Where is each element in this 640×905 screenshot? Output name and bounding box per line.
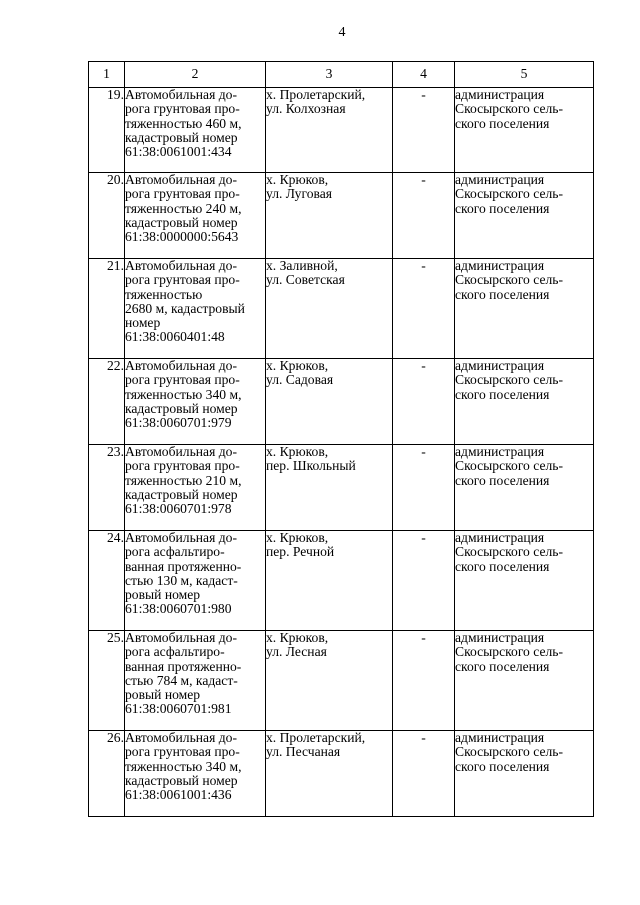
header-col-4: 4 bbox=[393, 62, 455, 88]
address-cell bbox=[266, 531, 393, 631]
owner-cell bbox=[455, 88, 594, 173]
header-row bbox=[89, 62, 594, 88]
road-description-cell bbox=[125, 731, 266, 817]
road-description-line: тяженностью bbox=[125, 286, 203, 302]
table-row bbox=[89, 173, 594, 259]
table-body bbox=[89, 88, 594, 817]
owner-line: Скосырского сель- bbox=[455, 186, 563, 202]
table-row bbox=[89, 259, 594, 359]
road-description-cell bbox=[125, 173, 266, 259]
road-description-line: ровый номер bbox=[125, 687, 201, 703]
address-line: ул. Песчаная bbox=[266, 744, 341, 760]
road-description-line: стью 130 м, кадаст- bbox=[125, 572, 238, 588]
address-line: х. Пролетарский, bbox=[266, 87, 366, 102]
owner-line: Скосырского сель- bbox=[455, 372, 563, 388]
header-col-3: 3 bbox=[266, 62, 393, 88]
address-line: х. Крюков, bbox=[266, 630, 329, 645]
header-col-2: 2 bbox=[125, 62, 266, 88]
road-description-line: стью 784 м, кадаст- bbox=[125, 672, 238, 688]
owner-line: администрация bbox=[455, 630, 545, 645]
owner-cell bbox=[455, 631, 594, 731]
table-row bbox=[89, 731, 594, 817]
road-description-cell bbox=[125, 359, 266, 445]
table-row bbox=[89, 445, 594, 531]
column-4-cell: - bbox=[393, 731, 455, 817]
address-line: х. Крюков, bbox=[266, 444, 329, 459]
address-line: пер. Речной bbox=[266, 544, 335, 560]
header-col-1: 1 bbox=[89, 62, 125, 88]
owner-line: Скосырского сель- bbox=[455, 458, 563, 474]
road-description-line: кадастровый номер bbox=[125, 772, 238, 788]
address-line: ул. Луговая bbox=[266, 186, 333, 202]
road-description-line: кадастровый номер bbox=[125, 129, 238, 145]
owner-line: ского поселения bbox=[455, 558, 550, 574]
owner-line: администрация bbox=[455, 258, 545, 273]
column-4-cell: - bbox=[393, 88, 455, 173]
row-number-cell: 22. bbox=[89, 359, 125, 445]
page-number: 4 bbox=[338, 25, 346, 40]
road-description-line: кадастровый номер bbox=[125, 400, 238, 416]
address-cell bbox=[266, 631, 393, 731]
column-4-cell: - bbox=[393, 631, 455, 731]
address-line: ул. Советская bbox=[266, 272, 345, 288]
owner-line: Скосырского сель- bbox=[455, 101, 563, 117]
road-description-cell bbox=[125, 88, 266, 173]
road-description-line: Автомобильная до- bbox=[125, 358, 237, 373]
column-4-cell: - bbox=[393, 445, 455, 531]
road-description-line: ванная протяженно- bbox=[125, 558, 242, 574]
road-description-line: номер bbox=[125, 315, 161, 331]
road-description-line: рога грунтовая про- bbox=[125, 744, 240, 760]
column-4-cell: - bbox=[393, 531, 455, 631]
address-line: ул. Лесная bbox=[266, 644, 327, 660]
row-number-cell: 21. bbox=[89, 259, 125, 359]
row-number-cell: 23. bbox=[89, 445, 125, 531]
column-4-cell: - bbox=[393, 359, 455, 445]
owner-line: администрация bbox=[455, 172, 545, 187]
road-description-line: ровый номер bbox=[125, 587, 201, 603]
address-line: х. Крюков, bbox=[266, 530, 329, 545]
road-description-line: кадастровый номер bbox=[125, 486, 238, 502]
address-line: х. Пролетарский, bbox=[266, 730, 366, 745]
road-description-line: 61:38:0060701:981 bbox=[125, 701, 232, 717]
road-description-line: рога асфальтиро- bbox=[125, 644, 225, 660]
table-row bbox=[89, 631, 594, 731]
owner-line: ского поселения bbox=[455, 386, 550, 402]
address-cell bbox=[266, 173, 393, 259]
owner-cell bbox=[455, 259, 594, 359]
road-description-line: рога грунтовая про- bbox=[125, 372, 240, 388]
owner-line: администрация bbox=[455, 358, 545, 373]
owner-line: ского поселения bbox=[455, 286, 550, 302]
road-description-line: тяженностью 340 м, bbox=[125, 758, 242, 774]
road-description-line: рога грунтовая про- bbox=[125, 186, 240, 202]
address-line: х. Крюков, bbox=[266, 358, 329, 373]
road-description-line: Автомобильная до- bbox=[125, 630, 237, 645]
road-description-line: ванная протяженно- bbox=[125, 658, 242, 674]
row-number-cell: 25. bbox=[89, 631, 125, 731]
owner-line: ского поселения bbox=[455, 472, 550, 488]
address-line: ул. Колхозная bbox=[266, 101, 346, 117]
owner-line: ского поселения bbox=[455, 758, 550, 774]
table-row bbox=[89, 88, 594, 173]
road-description-line: Автомобильная до- bbox=[125, 444, 237, 459]
road-description-cell bbox=[125, 445, 266, 531]
address-line: ул. Садовая bbox=[266, 372, 334, 388]
column-4-cell: - bbox=[393, 173, 455, 259]
row-number-cell: 20. bbox=[89, 173, 125, 259]
address-cell bbox=[266, 259, 393, 359]
road-description-line: тяженностью 240 м, bbox=[125, 200, 242, 216]
road-description-line: Автомобильная до- bbox=[125, 258, 237, 273]
road-description-line: Автомобильная до- bbox=[125, 172, 237, 187]
address-line: х. Крюков, bbox=[266, 172, 329, 187]
road-description-line: 61:38:0000000:5643 bbox=[125, 229, 239, 245]
address-cell bbox=[266, 88, 393, 173]
road-description-line: тяженностью 340 м, bbox=[125, 386, 242, 402]
road-description-line: рога грунтовая про- bbox=[125, 272, 240, 288]
owner-cell bbox=[455, 731, 594, 817]
road-description-line: 61:38:0061001:434 bbox=[125, 144, 232, 160]
road-description-line: Автомобильная до- bbox=[125, 530, 237, 545]
owner-line: ского поселения bbox=[455, 658, 550, 674]
road-description-cell bbox=[125, 259, 266, 359]
row-number-cell: 19. bbox=[89, 88, 125, 173]
road-description-line: рога асфальтиро- bbox=[125, 544, 225, 560]
address-cell bbox=[266, 359, 393, 445]
column-4-cell: - bbox=[393, 259, 455, 359]
road-description-line: тяженностью 460 м, bbox=[125, 115, 242, 131]
address-cell bbox=[266, 731, 393, 817]
road-registry-table bbox=[88, 61, 594, 817]
owner-line: Скосырского сель- bbox=[455, 544, 563, 560]
row-number-cell: 24. bbox=[89, 531, 125, 631]
address-line: х. Заливной, bbox=[266, 258, 338, 273]
owner-line: администрация bbox=[455, 530, 545, 545]
owner-cell bbox=[455, 531, 594, 631]
owner-line: администрация bbox=[455, 730, 545, 745]
road-description-line: Автомобильная до- bbox=[125, 87, 237, 102]
owner-line: администрация bbox=[455, 444, 545, 459]
road-description-line: 61:38:0060401:48 bbox=[125, 329, 225, 345]
address-cell bbox=[266, 445, 393, 531]
road-description-line: 61:38:0060701:978 bbox=[125, 501, 232, 517]
table-header bbox=[89, 62, 594, 88]
road-description-line: рога грунтовая про- bbox=[125, 458, 240, 474]
road-description-line: 61:38:0060701:980 bbox=[125, 601, 232, 617]
road-description-line: Автомобильная до- bbox=[125, 730, 237, 745]
road-description-line: рога грунтовая про- bbox=[125, 101, 240, 117]
header-col-5: 5 bbox=[455, 62, 594, 88]
row-number-cell: 26. bbox=[89, 731, 125, 817]
table-row bbox=[89, 531, 594, 631]
owner-line: Скосырского сель- bbox=[455, 744, 563, 760]
owner-line: ского поселения bbox=[455, 115, 550, 131]
road-description-line: 2680 м, кадастровый bbox=[125, 300, 245, 316]
road-description-cell bbox=[125, 631, 266, 731]
owner-line: Скосырского сель- bbox=[455, 644, 563, 660]
road-description-cell bbox=[125, 531, 266, 631]
owner-line: Скосырского сель- bbox=[455, 272, 563, 288]
owner-cell bbox=[455, 445, 594, 531]
road-description-line: кадастровый номер bbox=[125, 214, 238, 230]
address-line: пер. Школьный bbox=[266, 458, 356, 474]
owner-cell bbox=[455, 173, 594, 259]
road-description-line: 61:38:0060701:979 bbox=[125, 415, 232, 431]
owner-line: администрация bbox=[455, 87, 545, 102]
road-description-line: тяженностью 210 м, bbox=[125, 472, 242, 488]
owner-line: ского поселения bbox=[455, 200, 550, 216]
road-description-line: 61:38:0061001:436 bbox=[125, 787, 232, 803]
table-row bbox=[89, 359, 594, 445]
owner-cell bbox=[455, 359, 594, 445]
